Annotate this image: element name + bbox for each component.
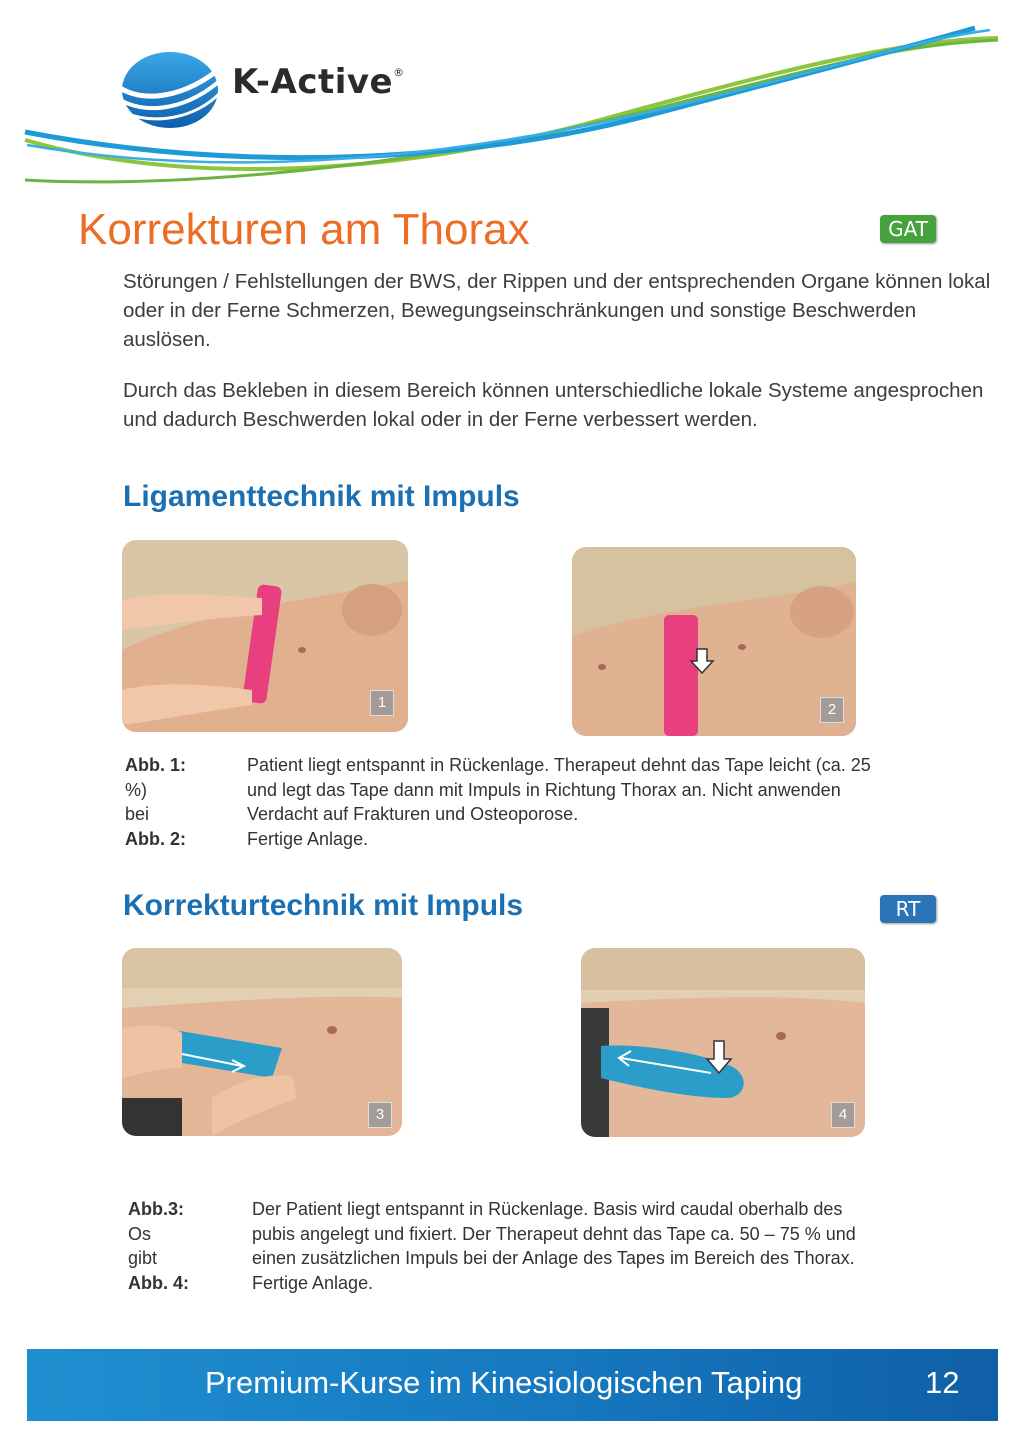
intro-paragraph-1: Störungen / Fehlstellungen der BWS, der Rippen und der entsprechenden Organe können lokal oder in der Ferne Schmerzen, Bewegungseinschränkungen und sonstige Beschwerden auslösen. xyxy=(123,270,991,351)
caption-label: Abb. 2: xyxy=(125,828,186,849)
photo-number-badge: 3 xyxy=(368,1102,392,1128)
caption-text: Fertige Anlage. xyxy=(252,1272,374,1293)
caption-text: Fertige Anlage. xyxy=(247,828,369,849)
caption-text: Verdacht auf Frakturen und Osteoporose. xyxy=(247,804,579,824)
gat-badge: GAT xyxy=(880,215,936,243)
logo-globe-icon xyxy=(115,48,225,133)
section2-heading: Korrekturtechnik mit Impuls xyxy=(123,889,524,922)
caption-row xyxy=(125,753,985,778)
caption-row xyxy=(128,1271,988,1296)
page-number: 12 xyxy=(925,1365,960,1400)
caption-row xyxy=(128,1197,988,1222)
photo-1 xyxy=(122,540,408,732)
caption-label: %) xyxy=(125,779,147,800)
section1-heading: Ligamenttechnik mit Impuls xyxy=(123,480,520,513)
caption-label: Abb. 1: xyxy=(125,755,186,775)
photo-number-badge: 4 xyxy=(831,1102,855,1128)
caption-label: Os xyxy=(128,1223,152,1244)
caption-label: Abb.3: xyxy=(128,1199,184,1219)
brand-logo-text: K-Active® xyxy=(232,62,405,102)
footer-text: Premium-Kurse im Kinesiologischen Taping xyxy=(205,1365,803,1400)
caption-label: Abb. 4: xyxy=(128,1272,189,1293)
photo-2 xyxy=(572,547,856,736)
rt-badge: RT xyxy=(880,895,936,923)
photo-4 xyxy=(581,948,865,1137)
section1-captions xyxy=(125,753,985,851)
caption-text: pubis angelegt und fixiert. Der Therapeut dehnt das Tape ca. 50 – 75 % und xyxy=(252,1223,856,1244)
photo-number-badge: 2 xyxy=(820,697,844,723)
caption-row xyxy=(125,802,985,827)
intro-paragraph-2: Durch das Bekleben in diesem Bereich können unterschiedliche lokale Systeme angesprochen und dadurch Beschwerden lokal oder in der Ferne verbessert werden. xyxy=(123,379,984,431)
photo-3 xyxy=(122,948,402,1136)
caption-label: gibt xyxy=(128,1248,158,1268)
page-title: Korrekturen am Thorax xyxy=(78,205,530,254)
caption-text: Patient liegt entspannt in Rückenlage. Therapeut dehnt das Tape leicht (ca. 25 xyxy=(247,755,871,775)
caption-row xyxy=(125,827,985,852)
caption-row xyxy=(128,1246,988,1271)
caption-text: und legt das Tape dann mit Impuls in Richtung Thorax an. Nicht anwenden xyxy=(247,779,841,800)
caption-row xyxy=(125,778,985,803)
photo-number-badge: 1 xyxy=(370,690,394,716)
caption-text: Der Patient liegt entspannt in Rückenlage. Basis wird caudal oberhalb des xyxy=(252,1199,843,1219)
caption-label: bei xyxy=(125,804,150,824)
caption-row xyxy=(128,1222,988,1247)
footer-banner xyxy=(27,1349,998,1421)
section2-captions xyxy=(128,1197,988,1295)
caption-text: einen zusätzlichen Impuls bei der Anlage des Tapes im Bereich des Thorax. xyxy=(252,1248,855,1268)
